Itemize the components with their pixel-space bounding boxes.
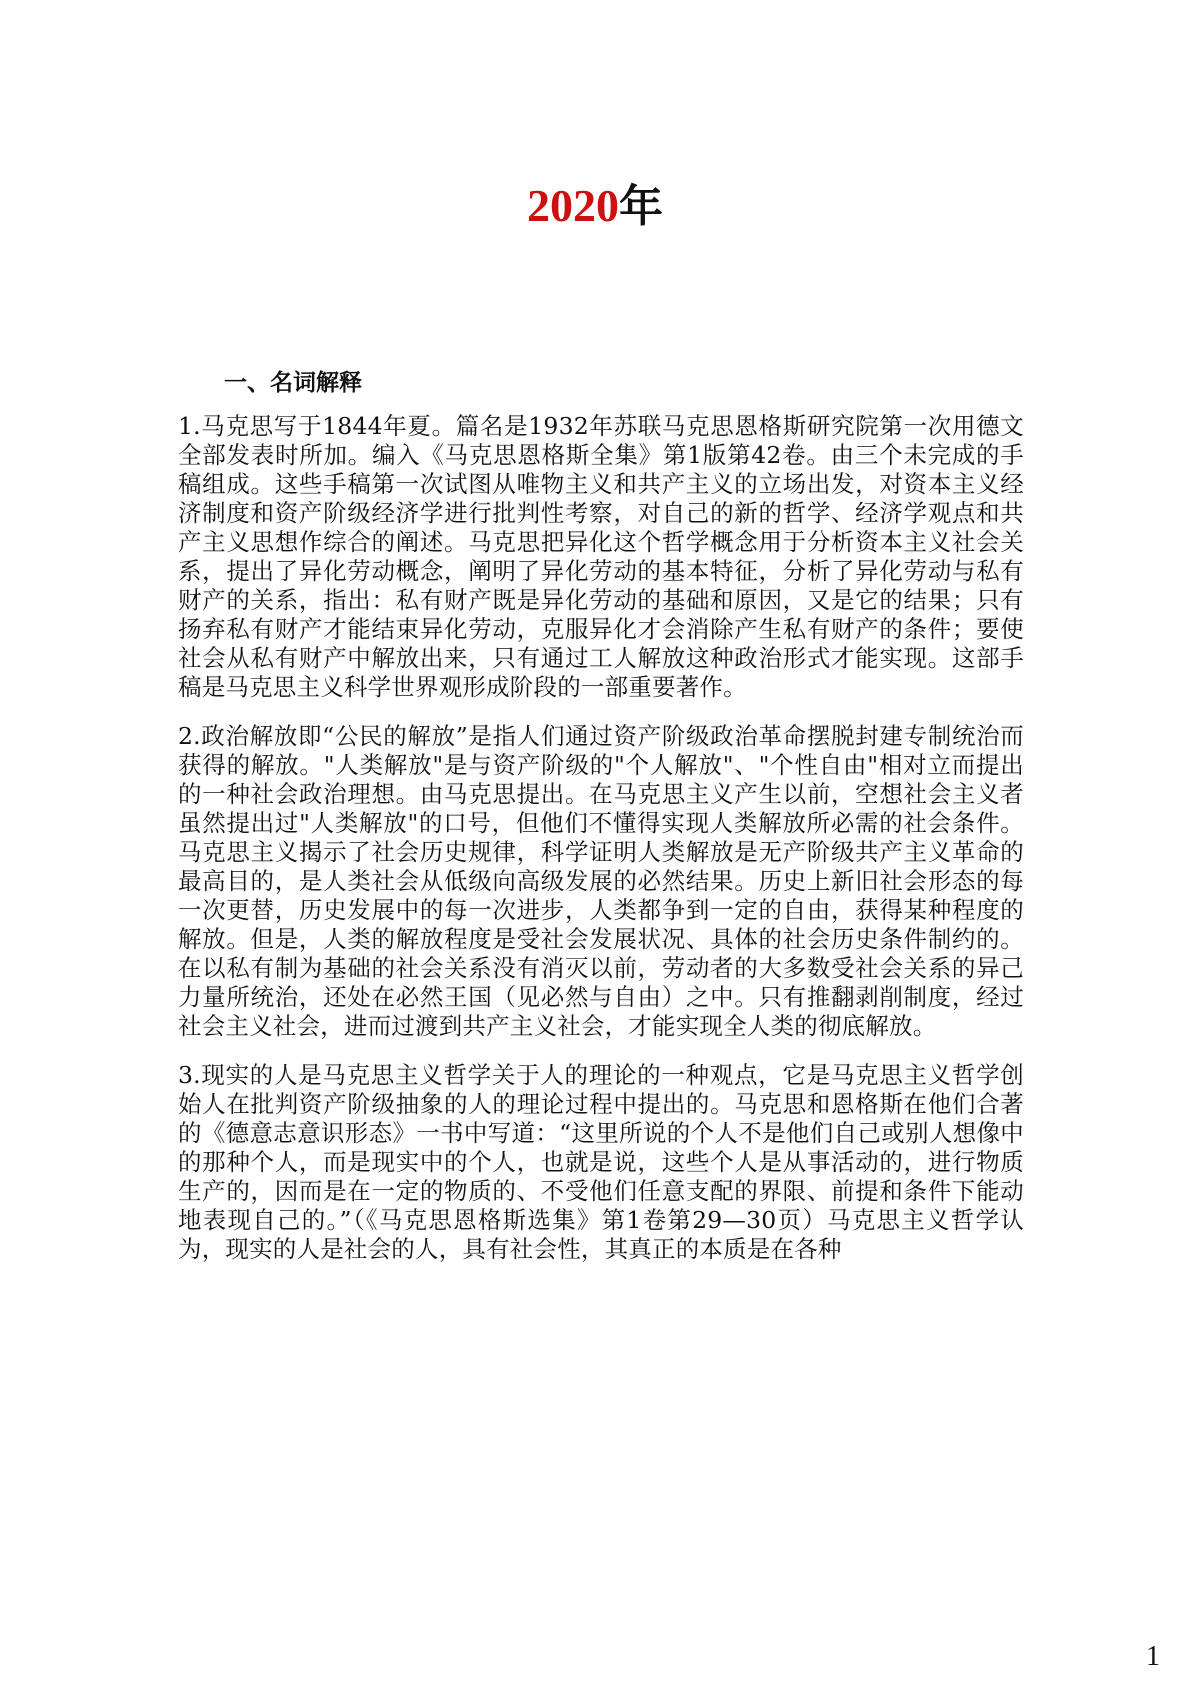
title-year: 2020 bbox=[527, 180, 619, 231]
entry-item-2: 2.政治解放即“公民的解放”是指人们通过资产阶级政治革命摆脱封建专制统治而获得的解放。"人类解放"是与资产阶级的"个人解放"、"个性自由"相对立而提出的一种社会政治理想。由马克思提出。在马克思主义产生以前，空想社会主义者虽然提出过"人类解放"的口号，但他们不懂得实现人类解放所必需的社会条件。马克思主义揭示了社会历史规律，科学证明人类解放是无产阶级共产主义革命的最高目的，是人类社会从低级向高级发展的必然结果。历史上新旧社会形态的每一次更替，历史发展中的每一次进步，人类都争到一定的自由，获得某种程度的解放。但是，人类的解放程度是受社会发展状况、具体的社会历史条件制约的。在以私有制为基础的社会关系没有消灭以前，劳动者的大多数受社会关系的异己力量所统治，还处在必然王国（见必然与自由）之中。只有推翻剥削制度，经过社会主义社会，进而过渡到共产主义社会，才能实现全人类的彻底解放。 bbox=[178, 722, 1024, 1040]
section-heading: 一、名词解释 bbox=[224, 370, 362, 396]
page-title bbox=[0, 178, 1190, 235]
entry-item-3: 3.现实的人是马克思主义哲学关于人的理论的一种观点，它是马克思主义哲学创始人在批判资产阶级抽象的人的理论过程中提出的。马克思和恩格斯在他们合著的《德意志意识形态》一书中写道：“这里所说的个人不是他们自己或别人想像中的那种个人，而是现实中的个人，也就是说，这些个人是从事活动的，进行物质生产的，因而是在一定的物质的、不受他们任意支配的界限、前提和条件下能动地表现自己的。”（《马克思恩格斯选集》第1卷第29—30页）马克思主义哲学认为，现实的人是社会的人，具有社会性，其真正的本质是在各种 bbox=[178, 1061, 1024, 1263]
page-number: 1 bbox=[1146, 1641, 1160, 1672]
entry-item-1: 1.马克思写于1844年夏。篇名是1932年苏联马克思恩格斯研究院第一次用德文全部发表时所加。编入《马克思恩格斯全集》第1版第42卷。由三个未完成的手稿组成。这些手稿第一次试图从唯物主义和共产主义的立场出发，对资本主义经济制度和资产阶级经济学进行批判性考察，对自己的新的哲学、经济学观点和共产主义思想作综合的阐述。马克思把异化这个哲学概念用于分析资本主义社会关系，提出了异化劳动概念，阐明了异化劳动的基本特征，分析了异化劳动与私有财产的关系，指出：私有财产既是异化劳动的基础和原因，又是它的结果；只有扬弃私有财产才能结束异化劳动，克服异化才会消除产生私有财产的条件；要使社会从私有财产中解放出来，只有通过工人解放这种政治形式才能实现。这部手稿是马克思主义科学世界观形成阶段的一部重要著作。 bbox=[178, 412, 1024, 701]
entry-list bbox=[178, 412, 1024, 1284]
title-suffix: 年 bbox=[619, 181, 663, 232]
